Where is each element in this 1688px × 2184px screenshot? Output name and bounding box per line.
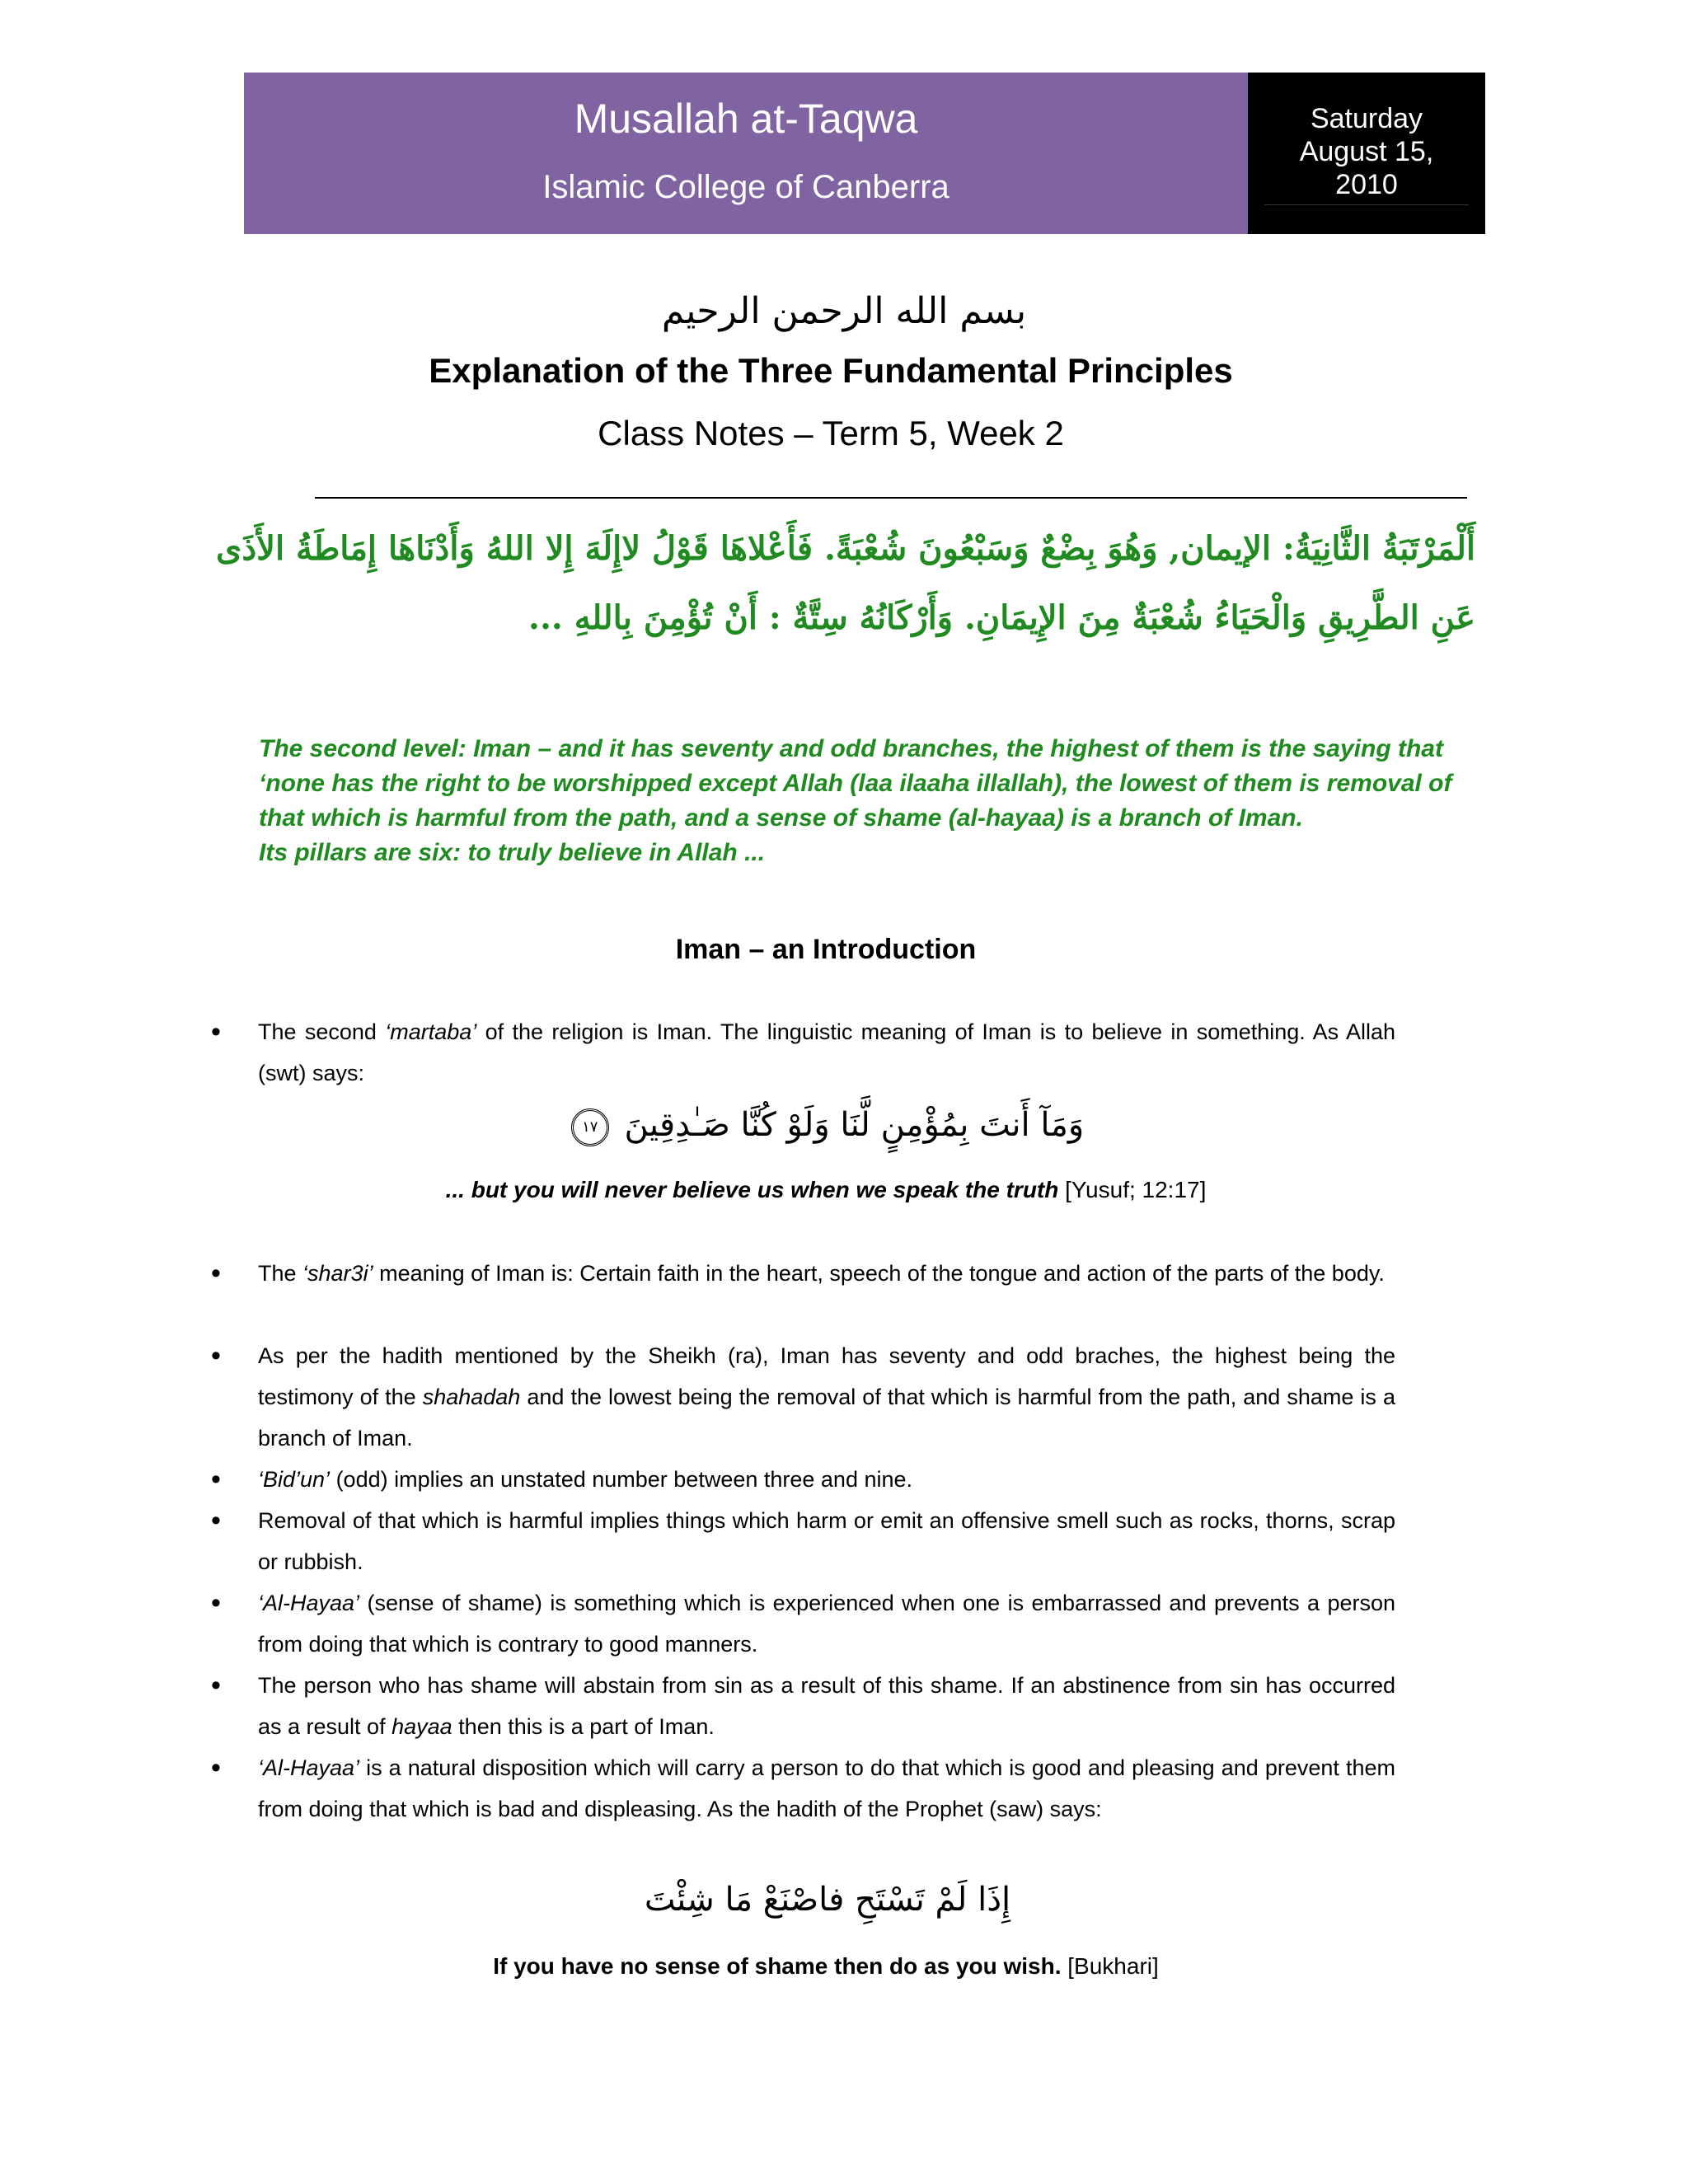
banner-date [1248,102,1485,201]
bullet-item [258,1253,1395,1294]
hadith-citation [0,1950,1652,1983]
arabic-matn-line: عَنِ الطَّرِيقِ وَالْحَيَاءُ شُعْبَةٌ مِنَ الإِيمَانِ. وَأَرْكَانُهُ سِتَّةٌ : أَنْ تُؤْمِنَ بِاللهِ ... [528,598,1475,637]
bullet-text: The [258,1261,303,1286]
bullet-emphasis: ‘Bid’un’ [258,1467,331,1492]
verse-arabic: وَمَآ أَنتَ بِمُؤْمِنٍ لَّنَا وَلَوْ كُنَّا صَـٰدِقِينَ [624,1106,1085,1144]
date-underline [1264,204,1469,205]
translation-line: The second level: Iman – and it has seventy and odd branches, the highest of them is the saying that [259,735,1443,762]
bullet-emphasis: ‘Al-Hayaa’ [258,1755,360,1780]
arabic-matn [216,514,1475,653]
bullet-item [258,1500,1395,1582]
bullet-text: The second [258,1019,386,1044]
translation-line: that which is harmful from the path, and a sense of shame (al-hayaa) is a branch of Iman. [259,804,1303,832]
bullet-emphasis: ‘Al-Hayaa’ [258,1591,360,1615]
verse-translation: ... but you will never believe us when we speak the truth [445,1177,1059,1202]
bullet-item [258,1665,1395,1747]
banner-title-block [244,73,1248,234]
bullet-item [258,1011,1395,1094]
header-banner [244,73,1485,234]
ayah-number-icon: ١٧ [571,1108,609,1146]
arabic-matn-line: أَلْمَرْتَبَةُ الثَّانِيَةُ: الإيمان, وَهُوَ بِضْعٌ وَسَبْعُونَ شُعْبَةً. فَأَعْلاهَا قَوْلُ لاإِلَهَ إِلا اللهُ وَأَدْنَاهَا إِمَاطَةُ الأَذَى [216,529,1475,568]
bullet-emphasis: hayaa [392,1714,452,1739]
banner-date-block [1248,73,1485,234]
divider [315,497,1467,499]
bullet-item [258,1747,1395,1830]
bullet-text: The person who has shame will abstain from sin as a result of this shame. If an abstinence from sin has occurred as a result of [258,1673,1395,1739]
date-monthday: August 15, [1299,136,1434,167]
banner-title: Musallah at-Taqwa [574,96,918,142]
bullet-text: (sense of shame) is something which is experienced when one is embarrassed and prevents a person from doing that which is contrary to good manners. [258,1591,1395,1657]
bullet-emphasis: ‘martaba’ [385,1019,477,1044]
section-title: Iman – an Introduction [675,934,977,965]
bullet-text: is a natural disposition which will carry a person to do that which is good and pleasing and prevent them from doing that which is bad and displeasing. As the hadith of the Prophet (saw) says: [258,1755,1395,1821]
bullet-text: meaning of Iman is: Certain faith in the heart, speech of the tongue and action of the parts of the body. [373,1261,1385,1286]
bullet-item [258,1582,1395,1665]
bullet-emphasis: ‘shar3i’ [302,1261,373,1286]
bullet-emphasis: shahadah [422,1385,521,1409]
bullet-item [258,1335,1395,1459]
hadith-arabic: إِذَا لَمْ تَسْتَحِ فاصْنَعْ مَا شِئْتَ [644,1881,1011,1919]
bullet-text: As per the hadith mentioned by the Sheikh (ra), Iman has seventy and odd braches, the highest being the testimony of the [258,1343,1395,1409]
banner-subtitle: Islamic College of Canberra [542,169,950,205]
hadith-reference: [Bukhari] [1067,1953,1159,1979]
bullet-text: of the religion is Iman. The linguistic meaning of Iman is to believe in something. As Allah (swt) says: [258,1019,1395,1085]
translation-line: ‘none has the right to be worshipped except Allah (laa ilaaha illallah), the lowest of them is removal of [259,770,1452,797]
basmala: بسم الله الرحمن الرحيم [661,290,1027,332]
matn-translation [259,732,1479,870]
date-weekday: Saturday [1310,103,1423,134]
bullet-text: (odd) implies an unstated number between three and nine. [330,1467,913,1492]
bullet-text: Removal of that which is harmful implies things which harm or emit an offensive smell such as rocks, thorns, scrap or rubbish. [258,1508,1395,1574]
hadith-translation: If you have no sense of shame then do as you wish. [493,1953,1062,1979]
page-subtitle: Class Notes – Term 5, Week 2 [598,414,1064,452]
verse-reference: [Yusuf; 12:17] [1065,1177,1207,1202]
bullet-text: then this is a part of Iman. [452,1714,715,1739]
page-title: Explanation of the Three Fundamental Principles [429,351,1233,390]
bullet-item [258,1459,1395,1500]
verse-citation [0,1174,1652,1207]
quran-verse [0,1096,1655,1154]
translation-line: Its pillars are six: to truly believe in Allah ... [259,839,766,866]
date-year: 2010 [1335,169,1398,200]
bullet-text: and the lowest being the removal of that which is harmful from the path, and shame is a branch of Iman. [258,1385,1395,1451]
